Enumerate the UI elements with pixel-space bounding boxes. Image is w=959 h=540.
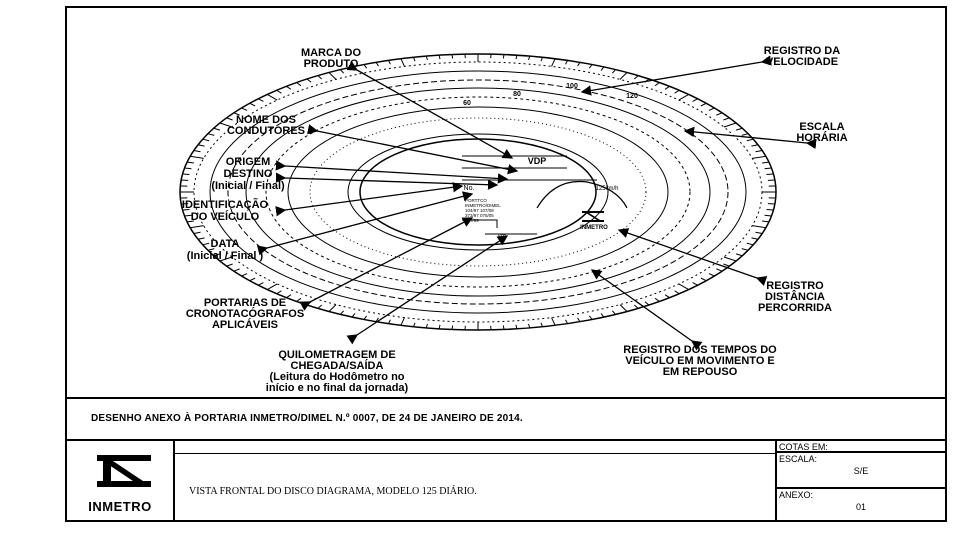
cotas-label: COTAS EM: bbox=[779, 442, 828, 452]
scale-tick bbox=[242, 108, 248, 110]
anexo-label: ANEXO: bbox=[779, 490, 814, 500]
disc-portaria-line: PORTTCO bbox=[465, 198, 487, 203]
scale-tick bbox=[286, 295, 290, 298]
scale-tick bbox=[716, 113, 722, 115]
logo-text: INMETRO bbox=[88, 499, 152, 514]
disc-speed-tick: 80 bbox=[513, 91, 521, 98]
scale-tick bbox=[747, 243, 753, 245]
anexo-row bbox=[777, 489, 945, 522]
disc-portaria-line: 167/99 bbox=[465, 218, 479, 223]
scale-tick bbox=[693, 283, 698, 286]
disc-speed-tick: 100 bbox=[566, 83, 578, 90]
scale-tick bbox=[675, 90, 680, 93]
scale-tick bbox=[297, 298, 301, 301]
scale-tick bbox=[190, 226, 204, 228]
scale-tick bbox=[589, 65, 592, 69]
scale-tick bbox=[187, 162, 194, 163]
scale-tick bbox=[329, 72, 336, 79]
sheet-title: DESENHO ANEXO À PORTARIA INMETRO/DIMEL N.º 0007, DE 24 DE JANEIRO DE 2014. bbox=[91, 413, 523, 424]
scale-tick bbox=[620, 305, 627, 312]
scale-tick bbox=[701, 278, 706, 281]
disc-seal: INMETRO bbox=[580, 225, 608, 231]
scale-tick bbox=[297, 83, 301, 86]
scale-tick bbox=[655, 298, 659, 301]
scale-tick bbox=[286, 86, 290, 89]
scale-tick bbox=[214, 128, 220, 130]
scale-tick bbox=[329, 305, 336, 312]
scale-tick bbox=[762, 162, 769, 163]
inmetro-logo-icon bbox=[67, 441, 173, 499]
scale-tick bbox=[747, 139, 753, 141]
scale-tick bbox=[655, 83, 659, 86]
scale-tick bbox=[724, 123, 736, 127]
disc-speed-tick: 120 bbox=[626, 93, 638, 100]
scale-tick bbox=[723, 118, 729, 120]
scale-tick bbox=[452, 325, 453, 329]
scale-tick bbox=[267, 284, 277, 290]
label-quilometragem: QUILOMETRAGEM DE CHEGADA/SAÍDA (Leitura do Hodômetro no início e no final da jornada) bbox=[265, 349, 409, 394]
scale-tick bbox=[552, 318, 556, 326]
scale-tick bbox=[709, 108, 715, 110]
scale-tick bbox=[716, 269, 722, 271]
disc-seal-icon bbox=[582, 211, 604, 222]
scale-tick bbox=[679, 284, 689, 290]
scale-tick bbox=[742, 249, 748, 251]
scale-tick bbox=[765, 215, 772, 216]
scale-tick bbox=[194, 151, 201, 152]
scale-tick bbox=[227, 118, 233, 120]
scale-tick bbox=[198, 145, 205, 146]
label-nome: NOME DOS CONDUTORES bbox=[226, 114, 306, 137]
scale-tick bbox=[194, 232, 201, 233]
scale-tick bbox=[503, 55, 504, 59]
scale-tick bbox=[665, 295, 669, 298]
scale-tick bbox=[752, 156, 766, 158]
label-identificacao: IDENTIFICAÇÃO DO VEÍCULO bbox=[181, 199, 269, 223]
label-velocidade: REGISTRO DA VELOCIDADE bbox=[763, 45, 841, 68]
scale-tick bbox=[589, 316, 592, 320]
disc-km: km bbox=[498, 234, 506, 240]
scale-tick bbox=[208, 134, 214, 136]
scale-tick bbox=[250, 278, 255, 281]
scale-tick bbox=[665, 86, 669, 89]
disc-portaria-line: INMETRO/DIMEL bbox=[465, 203, 501, 208]
label-origem: ORIGEM DESTINO (Inicial / Final) bbox=[211, 156, 285, 192]
scale-tick bbox=[452, 55, 453, 59]
label-escala-horaria: ESCALA HORÁRIA bbox=[796, 121, 848, 144]
label-data: DATA (Inicial / Final ) bbox=[186, 238, 264, 262]
label-distancia: REGISTRO DISTÂNCIA PERCORRIDA bbox=[758, 280, 832, 314]
description-top-strip bbox=[175, 441, 775, 454]
title-block bbox=[67, 439, 945, 522]
scale-tick bbox=[724, 257, 736, 261]
scale-tick bbox=[751, 238, 758, 239]
scale-tick bbox=[701, 103, 706, 106]
scale-tick bbox=[318, 76, 322, 79]
info-cell bbox=[777, 441, 945, 522]
title-row bbox=[67, 397, 945, 439]
disc-speed-tick: 60 bbox=[463, 100, 471, 107]
disc-brand: VDP bbox=[527, 156, 547, 166]
scale-tick bbox=[679, 94, 689, 100]
scale-tick bbox=[709, 274, 715, 276]
scale-tick bbox=[552, 59, 556, 67]
scale-tick bbox=[675, 291, 680, 294]
scale-tick bbox=[258, 99, 263, 102]
scale-tick bbox=[742, 134, 748, 136]
scale-tick bbox=[277, 90, 282, 93]
disc-field-no: No. bbox=[463, 185, 475, 192]
scale-tick bbox=[634, 76, 638, 79]
scale-tick bbox=[190, 156, 204, 158]
scale-tick bbox=[401, 318, 405, 326]
scale-tick bbox=[277, 291, 282, 294]
scale-tick bbox=[612, 311, 615, 315]
scale-tick bbox=[612, 70, 615, 74]
scale-tick bbox=[242, 274, 248, 276]
scale-tick bbox=[767, 209, 774, 210]
scale-tick bbox=[364, 65, 367, 69]
scale-tick bbox=[267, 94, 277, 100]
annotation-arrows bbox=[267, 62, 807, 341]
scale-tick bbox=[307, 79, 311, 82]
scale-tick bbox=[767, 174, 774, 175]
scale-tick bbox=[250, 103, 255, 106]
cotas-row bbox=[777, 441, 945, 453]
scale-tick bbox=[503, 325, 504, 329]
anexo-value: 01 bbox=[855, 502, 866, 512]
scale-tick bbox=[756, 232, 763, 233]
scale-tick bbox=[340, 311, 343, 315]
scale-tick bbox=[645, 302, 649, 305]
scale-tick bbox=[601, 313, 604, 317]
escala-row bbox=[777, 453, 945, 489]
scale-tick bbox=[258, 283, 263, 286]
drawing-description: VISTA FRONTAL DO DISCO DIAGRAMA, MODELO 125 DIÁRIO. bbox=[189, 486, 477, 497]
scale-tick bbox=[578, 318, 580, 322]
scale-tick bbox=[751, 145, 758, 146]
scale-tick bbox=[693, 99, 698, 102]
scale-tick bbox=[752, 226, 766, 228]
scale-tick bbox=[203, 243, 209, 245]
scale-tick bbox=[578, 62, 580, 66]
scale-tick bbox=[736, 128, 742, 130]
scale-tick bbox=[736, 254, 742, 256]
scale-tick bbox=[318, 305, 322, 308]
label-marca: MARCA DO PRODUTO bbox=[300, 47, 362, 70]
scale-tick bbox=[352, 313, 355, 317]
label-portarias: PORTARIAS DE CRONOTACÓGRAFOS APLICÁVEIS bbox=[185, 297, 305, 331]
scale-tick bbox=[376, 62, 378, 66]
scale-tick bbox=[198, 238, 205, 239]
scale-tick bbox=[364, 316, 367, 320]
scale-tick bbox=[723, 264, 729, 266]
scale-tick bbox=[183, 174, 190, 175]
disc-portaria-line: 104/97 107/08 bbox=[465, 208, 494, 213]
scale-tick bbox=[620, 72, 627, 79]
label-tempos: REGISTRO DOS TEMPOS DO VEÍCULO EM MOVIMENTO E EM REPOUSO bbox=[623, 344, 777, 378]
disc-scale-ticks bbox=[180, 54, 776, 330]
scale-tick bbox=[765, 168, 772, 169]
scale-tick bbox=[340, 70, 343, 74]
scale-tick bbox=[401, 59, 405, 67]
description-cell bbox=[175, 441, 777, 522]
disc-portaria-line: 373/97 075/05 bbox=[465, 213, 494, 218]
disc-max-speed: 125km/h bbox=[595, 186, 619, 192]
scale-tick bbox=[203, 139, 209, 141]
scale-tick bbox=[234, 269, 240, 271]
scale-tick bbox=[601, 67, 604, 71]
escala-value: S/E bbox=[853, 466, 869, 476]
scale-tick bbox=[185, 168, 192, 169]
logo-cell bbox=[67, 441, 175, 522]
scale-tick bbox=[634, 305, 638, 308]
scale-tick bbox=[762, 221, 769, 222]
scale-tick bbox=[227, 264, 233, 266]
escala-label: ESCALA: bbox=[779, 454, 818, 464]
disc-diagram-drawing bbox=[67, 8, 945, 397]
scale-tick bbox=[756, 151, 763, 152]
drawing-sheet bbox=[65, 6, 947, 522]
